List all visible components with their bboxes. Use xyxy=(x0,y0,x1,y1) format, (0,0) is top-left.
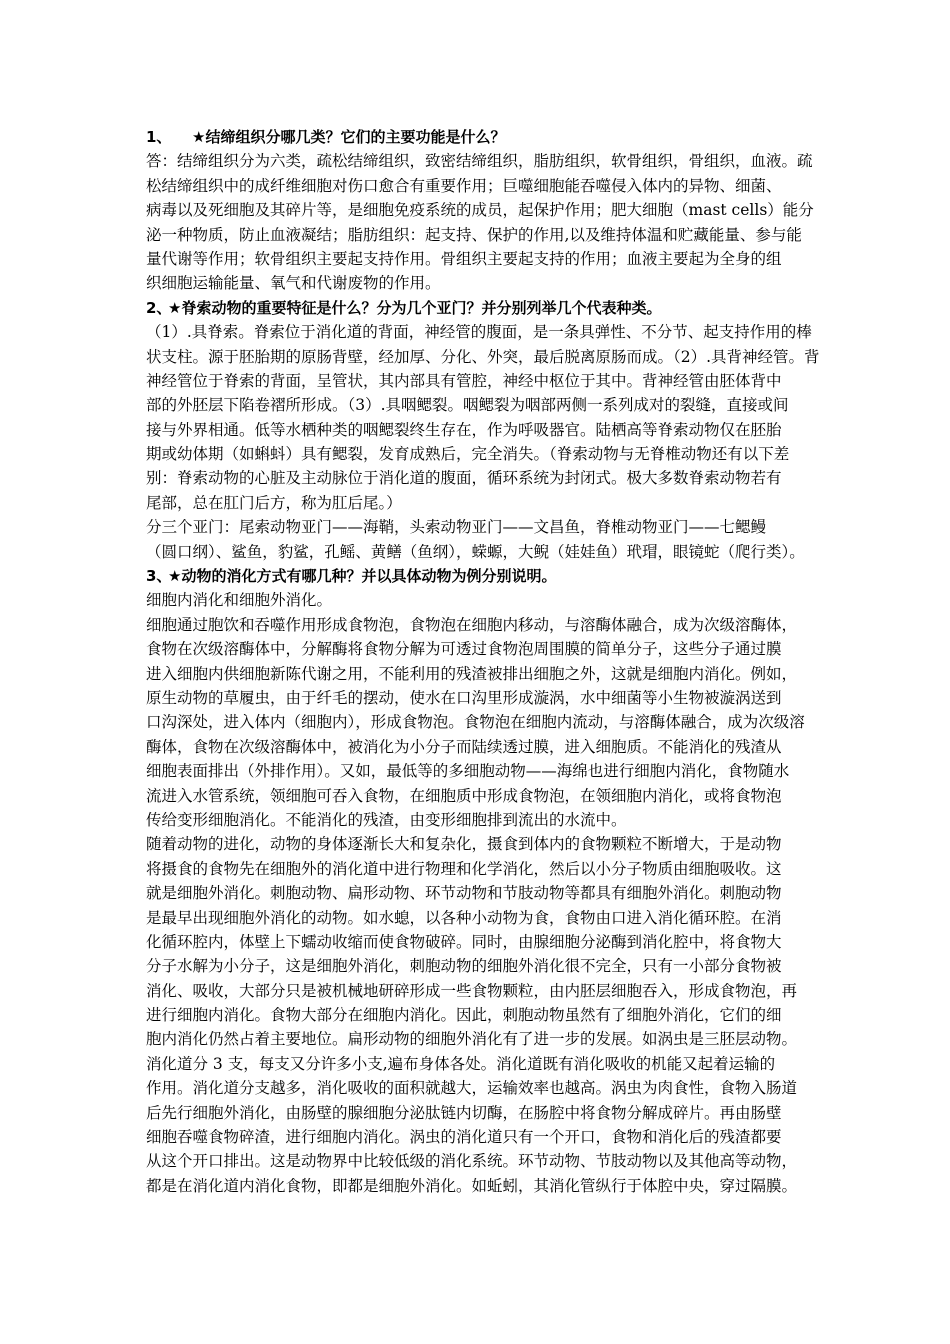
paragraph-line: 消化、吸收，大部分只是被机械地研碎形成一些食物颗粒，由内胚层细胞吞入，形成食物泡，再 xyxy=(146,981,798,1000)
question-3-heading xyxy=(146,564,826,588)
paragraph-line: 化循环腔内，体壁上下蠕动收缩而使食物破碎。同时，由腺细胞分泌酶到消化腔中，将食物大 xyxy=(146,932,782,951)
paragraph-line: 进入细胞内供细胞新陈代谢之用，不能利用的残渣被排出细胞之外，这就是细胞内消化。例如， xyxy=(146,664,798,683)
paragraph-line: 食物在次级溶酶体中，分解酶将食物分解为可透过食物泡周围膜的简单分子，这些分子通过膜 xyxy=(146,640,782,659)
paragraph-line: （圆口纲）、鲨鱼，豹鲨，孔鳐、黄鳝（鱼纲），蝾螈，大鲵（娃娃鱼）玳瑁，眼镜蛇（爬行类）。 xyxy=(146,542,805,561)
question-1-heading xyxy=(146,125,826,149)
paragraph-line: 松结缔组织中的成纤维细胞对伤口愈合有重要作用；巨噬细胞能吞噬侵入体内的异物、细菌、 xyxy=(146,176,782,195)
paragraph-line: 细胞通过胞饮和吞噬作用形成食物泡，食物泡在细胞内移动，与溶酶体融合，成为次级溶酶体， xyxy=(146,615,798,634)
question-number: 2、 xyxy=(146,298,172,317)
paragraph-line: 神经管位于脊索的背面，呈管状，其内部具有管腔，神经中枢位于其中。背神经管由胚体背中 xyxy=(146,371,782,390)
paragraph-line: 状支柱。源于胚胎期的原肠背壁，经加厚、分化、外突，最后脱离原肠而成。（2）.具背神经管。背 xyxy=(146,347,820,366)
question-title: ★结缔组织分哪几类？它们的主要功能是什么？ xyxy=(192,128,506,146)
paragraph-line: 细胞表面排出（外排作用）。又如，最低等的多细胞动物——海绵也进行细胞内消化，食物随水 xyxy=(146,762,790,781)
question-2-heading xyxy=(146,296,826,320)
question-title: ★动物的消化方式有哪几种？并以具体动物为例分别说明。 xyxy=(168,567,557,586)
paragraph-line: 细胞内消化和细胞外消化。 xyxy=(146,591,333,610)
paragraph-line: 泌一种物质，防止血液凝结；脂肪组织：起支持、保护的作用,以及维持体温和贮藏能量、参与能 xyxy=(146,225,802,244)
question-number: 3、 xyxy=(146,567,172,586)
paragraph-line: （1）.具脊索。脊索位于消化道的背面，神经管的腹面，是一条具弹性、不分节、起支持作用的棒 xyxy=(146,323,812,342)
paragraph-line: 作用。消化道分支越多，消化吸收的面积就越大，运输效率也越高。涡虫为肉食性，食物入肠道 xyxy=(146,1079,798,1098)
paragraph-line: 量代谢等作用；软骨组织主要起支持作用。骨组织主要起支持的作用；血液主要起为全身的组 xyxy=(146,249,782,268)
question-title: ★脊索动物的重要特征是什么？分为几个亚门？并分别列举几个代表种类。 xyxy=(168,298,662,317)
paragraph-line: 别：脊索动物的心脏及主动脉位于消化道的腹面，循环系统为封闭式。极大多数脊索动物若有 xyxy=(146,469,782,488)
paragraph-line: 原生动物的草履虫，由于纤毛的摆动，使水在口沟里形成漩涡，水中细菌等小生物被漩涡送到 xyxy=(146,688,782,707)
paragraph-line: 尾部，总在肛门后方，称为肛后尾。） xyxy=(146,493,402,512)
paragraph-line: 流进入水管系统，领细胞可吞入食物，在细胞质中形成食物泡，在领细胞内消化，或将食物泡 xyxy=(146,786,782,805)
paragraph-line: 从这个开口排出。这是动物界中比较低级的消化系统。环节动物、节肢动物以及其他高等动物， xyxy=(146,1152,798,1171)
paragraph-line: 分三个亚门：尾索动物亚门——海鞘，头索动物亚门——文昌鱼，脊椎动物亚门——七鳃鳗 xyxy=(146,518,767,537)
paragraph-line: 分子水解为小分子，这是细胞外消化，刺胞动物的细胞外消化很不完全，只有一小部分食物被 xyxy=(146,957,782,976)
document-body xyxy=(146,125,826,1198)
paragraph-line: 答：结缔组织分为六类，疏松结缔组织，致密结缔组织，脂肪组织，软骨组织，骨组织，血液。疏 xyxy=(146,152,813,171)
paragraph-line: 进行细胞内消化。食物大部分在细胞内消化。因此，刺胞动物虽然有了细胞外消化，它们的细 xyxy=(146,1006,782,1025)
paragraph-line: 是最早出现细胞外消化的动物。如水螅，以各种小动物为食，食物由口进入消化循环腔。在消 xyxy=(146,908,782,927)
paragraph-line: 传给变形细胞消化。不能消化的残渣，由变形细胞排到流出的水流中。 xyxy=(146,810,627,829)
paragraph-line: 胞内消化仍然占着主要地位。扁形动物的细胞外消化有了进一步的发展。如涡虫是三胚层动物。 xyxy=(146,1030,798,1049)
paragraph-line: 织细胞运输能量、氧气和代谢废物的作用。 xyxy=(146,274,441,293)
paragraph-line: 都是在消化道内消化食物，即都是细胞外消化。如蚯蚓，其消化管纵行于体腔中央，穿过隔膜。 xyxy=(146,1176,798,1195)
paragraph-line: 口沟深处，进入体内（细胞内），形成食物泡。食物泡在细胞内流动，与溶酶体融合，成为次级溶 xyxy=(146,713,805,732)
paragraph-line: 后先行细胞外消化，由肠壁的腺细胞分泌肽链内切酶，在肠腔中将食物分解成碎片。再由肠壁 xyxy=(146,1103,782,1122)
paragraph-line: 接与外界相通。低等水栖种类的咽鳃裂终生存在，作为呼吸器官。陆栖高等脊索动物仅在胚胎 xyxy=(146,420,782,439)
paragraph-line: 期或幼体期（如蝌蚪）具有鳃裂，发育成熟后，完全消失。（脊索动物与无脊椎动物还有以下差 xyxy=(146,445,790,464)
paragraph-line: 就是细胞外消化。刺胞动物、扁形动物、环节动物和节肢动物等都具有细胞外消化。刺胞动物 xyxy=(146,884,782,903)
question-number: 1、 xyxy=(146,128,172,146)
paragraph-line: 消化道分 3 支，每支又分许多小支,遍布身体各处。消化道既有消化吸收的机能又起着运输的 xyxy=(146,1054,776,1073)
paragraph-line: 部的外胚层下陷卷褶所形成。（3）.具咽鳃裂。咽鳃裂为咽部两侧一系列成对的裂缝，直接或间 xyxy=(146,396,789,415)
answer-3 xyxy=(146,588,826,1198)
paragraph-line: 细胞吞噬食物碎渣，进行细胞内消化。涡虫的消化道只有一个开口，食物和消化后的残渣都要 xyxy=(146,1128,782,1147)
paragraph-line: 酶体，食物在次级溶酶体中，被消化为小分子而陆续透过膜，进入细胞质。不能消化的残渣从 xyxy=(146,737,782,756)
answer-2 xyxy=(146,320,826,564)
paragraph-line: 随着动物的进化，动物的身体逐渐长大和复杂化，摄食到体内的食物颗粒不断增大，于是动物 xyxy=(146,835,782,854)
answer-1 xyxy=(146,149,826,295)
paragraph-line: 病毒以及死细胞及其碎片等，是细胞免疫系统的成员，起保护作用；肥大细胞（mast cells）能分 xyxy=(146,201,814,220)
paragraph-line: 将摄食的食物先在细胞外的消化道中进行物理和化学消化，然后以小分子物质由细胞吸收。这 xyxy=(146,859,782,878)
